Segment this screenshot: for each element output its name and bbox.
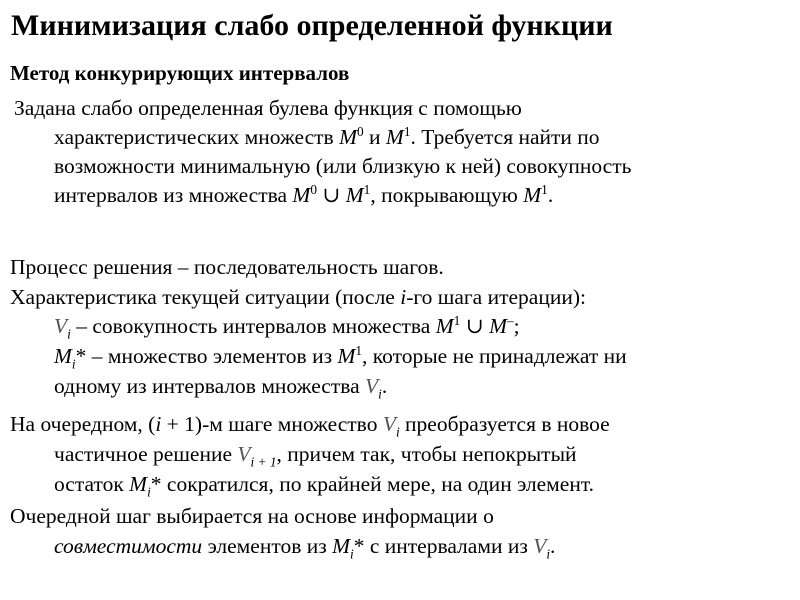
union-symbol: ∪ [460,314,490,338]
subscript: i [67,326,71,342]
text-line [10,254,444,280]
symbol-m: M [129,472,148,496]
text-run: , причем так, чтобы непокрытый [276,442,577,466]
symbol-m: M [489,314,507,338]
text-line [10,503,494,529]
subscript: i [546,546,551,562]
symbol-m: M [54,344,72,368]
symbol-v: V [382,412,396,436]
superscript: 0 [356,123,364,139]
symbol-m: M [292,183,311,207]
text-line [14,95,522,121]
text-line [54,441,577,470]
text-run: интервалов из множества [54,183,293,207]
subscript: i [395,424,400,440]
symbol-m: M [332,534,351,558]
symbol-m: M [435,314,454,338]
symbol-m: M [337,344,356,368]
text-run: + 1)-м шаге множество [161,412,383,436]
symbol-v: V [54,314,68,338]
symbol-m: M [523,183,542,207]
subscript: i [350,546,354,562]
text-run: и [363,125,386,149]
superscript: 1 [453,312,461,328]
slide-title: Минимизация слабо определенной функции [11,9,613,42]
symbol-m: M [385,125,404,149]
superscript: 0 [310,181,317,197]
symbol-m: M [345,183,364,207]
text-line [54,373,388,402]
text-run: Характеристика текущей ситуации (после [10,285,401,309]
text-run: остаток [54,472,130,496]
symbol-v: V [237,442,251,466]
text-line [54,312,520,342]
symbol-v: V [365,374,379,398]
text-run: характеристических множеств [54,125,340,149]
text-run: . [381,374,388,398]
text-run: , покрывающую [370,183,524,207]
text-line [54,153,631,179]
text-run: . [550,534,556,558]
text-run: На очередном, ( [10,412,156,436]
section-heading: Метод конкурирующих интервалов [10,61,350,85]
symbol-v: V [533,534,547,558]
symbol-i: i [155,412,162,436]
subscript: i [378,386,382,402]
union-symbol: ∪ [316,183,346,207]
text-line [10,284,586,310]
text-run: . Требуется найти по [410,125,600,149]
superscript: 1 [403,123,411,139]
superscript: 1 [541,181,548,197]
subscript: i + 1 [250,454,277,470]
text-run: Очередной шаг выбирается на основе информации о [10,504,494,528]
symbol-m: M [339,125,357,149]
text-line [54,342,627,372]
text-run: – совокупность интервалов множества [70,314,436,338]
text-run: * с интервалами из [353,534,534,558]
superscript: – [507,312,514,328]
subscript: i [71,356,76,372]
text-run: * – множество элементов из [75,344,338,368]
text-run: -го шага итерации): [406,285,586,309]
superscript: 1 [363,181,371,197]
text-run: , которые не принадлежат ни [362,344,627,368]
text-line [10,411,610,440]
text-line [54,124,600,150]
superscript: 1 [355,342,363,358]
text-run: элементов из [202,534,333,558]
text-run: ; [513,314,520,338]
emphasis-text: совместимости [54,534,203,558]
symbol-i: i [400,285,407,309]
text-line [54,471,594,500]
subscript: i [147,484,151,500]
text-run: Задана слабо определенная булева функция с помощью [14,96,522,120]
text-run: * сократился, по крайней мере, на один элемент. [150,472,594,496]
text-run: преобразуется в новое [399,412,610,436]
text-run: одному из интервалов множества [54,374,366,398]
text-run: частичное решение [54,442,238,466]
text-run: возможности минимальную (или близкую к ней) совокупность [54,154,632,178]
text-run: Процесс решения – последовательность шагов. [10,255,444,279]
text-line [54,533,556,562]
text-line: интервалов из множества $M^0$ ∪ $M^1$, покрывающую $M^1$. [54,181,554,207]
